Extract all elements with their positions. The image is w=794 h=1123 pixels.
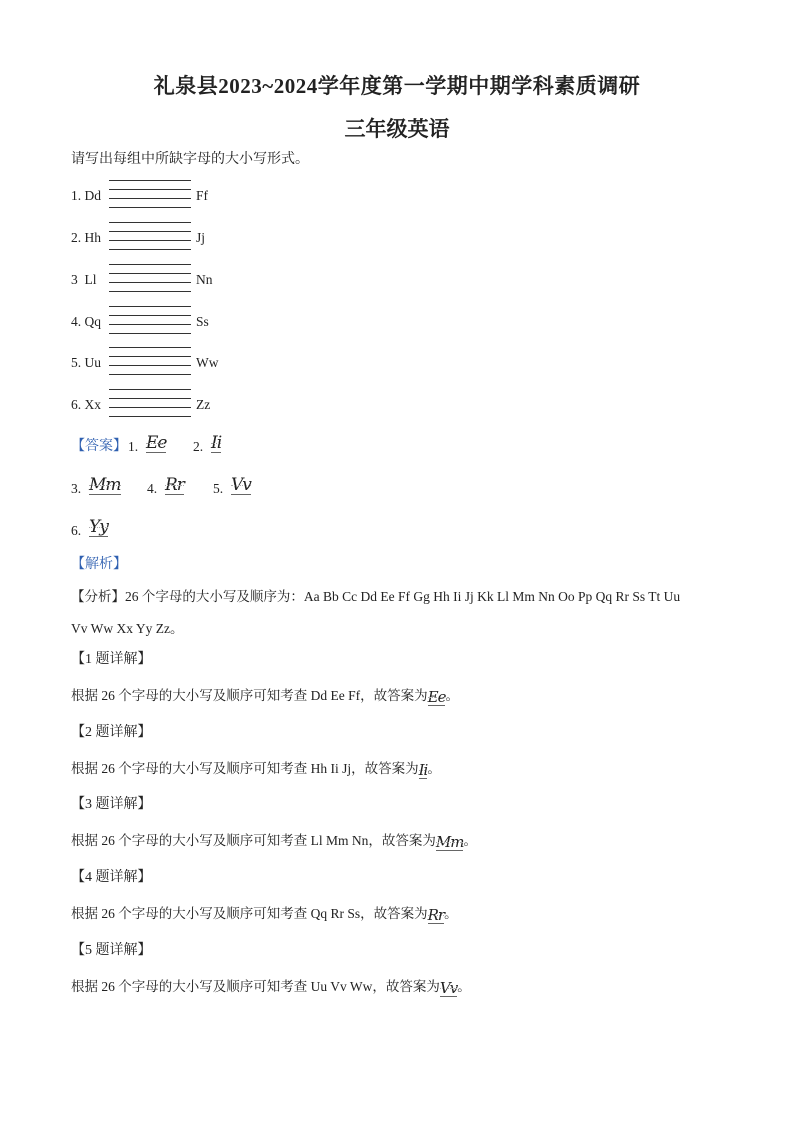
- answer-handwriting: Rr: [165, 475, 184, 495]
- analysis-intro: 【分析】26 个字母的大小写及顺序为：Aa Bb Cc Dd Ee Ff Gg Hh Ii Jj Kk Ll Mm Nn Oo Pp Qq Rr Ss Tt Uu: [71, 589, 681, 604]
- answer-label: 【答案】: [71, 439, 127, 454]
- answer-handwriting: Mm: [89, 475, 121, 495]
- writing-lines: [109, 306, 191, 340]
- answer-num: 5.: [213, 481, 224, 496]
- detail-text: 根据 26 个字母的大小写及顺序可知考查 Uu Vv Ww，故答案为Vv。: [71, 979, 471, 997]
- detail-heading: 【3 题详解】: [71, 797, 152, 812]
- detail-heading: 【4 题详解】: [71, 870, 152, 885]
- detail-heading: 【5 题详解】: [71, 943, 152, 958]
- answer-num: 2.: [193, 439, 204, 454]
- detail-heading: 【2 题详解】: [71, 725, 152, 740]
- question-label: 5. Uu: [71, 355, 101, 370]
- question-right-letter: Nn: [196, 272, 213, 287]
- answer-num: 4.: [147, 481, 158, 496]
- detail-answer-handwriting: Rr: [427, 906, 445, 924]
- answer-handwriting: Ee: [146, 433, 167, 453]
- writing-lines: [109, 264, 191, 298]
- writing-lines: [109, 180, 191, 214]
- question-right-letter: Ff: [196, 188, 209, 203]
- question-right-letter: Jj: [196, 230, 206, 245]
- answer-num: 1.: [128, 439, 139, 454]
- question-right-letter: Ww: [196, 355, 219, 370]
- question-label: 1. Dd: [71, 188, 101, 203]
- answer-handwriting: Ii: [211, 433, 222, 453]
- question-label: 6. Xx: [71, 397, 101, 412]
- page-subtitle: 三年级英语: [344, 117, 450, 141]
- detail-answer-handwriting: Ii: [418, 761, 428, 779]
- question-label: 3 Ll: [71, 272, 97, 287]
- writing-lines: [109, 347, 191, 381]
- detail-answer-handwriting: Vv: [439, 979, 458, 997]
- detail-text: 根据 26 个字母的大小写及顺序可知考查 Dd Ee Ff，故答案为Ee。: [71, 688, 459, 706]
- answer-handwriting: Yy: [89, 517, 108, 537]
- detail-text: 根据 26 个字母的大小写及顺序可知考查 Hh Ii Jj，故答案为Ii。: [71, 761, 441, 779]
- question-label: 4. Qq: [71, 314, 101, 329]
- instruction: 请写出每组中所缺字母的大小写形式。: [71, 152, 309, 167]
- detail-text: 根据 26 个字母的大小写及顺序可知考查 Qq Rr Ss，故答案为Rr。: [71, 906, 458, 924]
- question-label: 2. Hh: [71, 230, 101, 245]
- page-title: 礼泉县2023~2024学年度第一学期中期学科素质调研: [153, 74, 641, 98]
- detail-heading: 【1 题详解】: [71, 652, 152, 667]
- analysis-intro-cont: Vv Ww Xx Yy Zz。: [71, 621, 184, 636]
- writing-lines: [109, 389, 191, 423]
- answer-handwriting: Vv: [231, 475, 251, 495]
- writing-lines: [109, 222, 191, 256]
- detail-answer-handwriting: Mm: [435, 833, 464, 851]
- analysis-label: 【解析】: [71, 557, 127, 572]
- answer-num: 3.: [71, 481, 82, 496]
- question-right-letter: Ss: [196, 314, 209, 329]
- detail-text: 根据 26 个字母的大小写及顺序可知考查 Ll Mm Nn，故答案为Mm。: [71, 833, 477, 851]
- detail-answer-handwriting: Ee: [427, 688, 446, 706]
- question-right-letter: Zz: [196, 397, 211, 412]
- answer-num: 6.: [71, 523, 82, 538]
